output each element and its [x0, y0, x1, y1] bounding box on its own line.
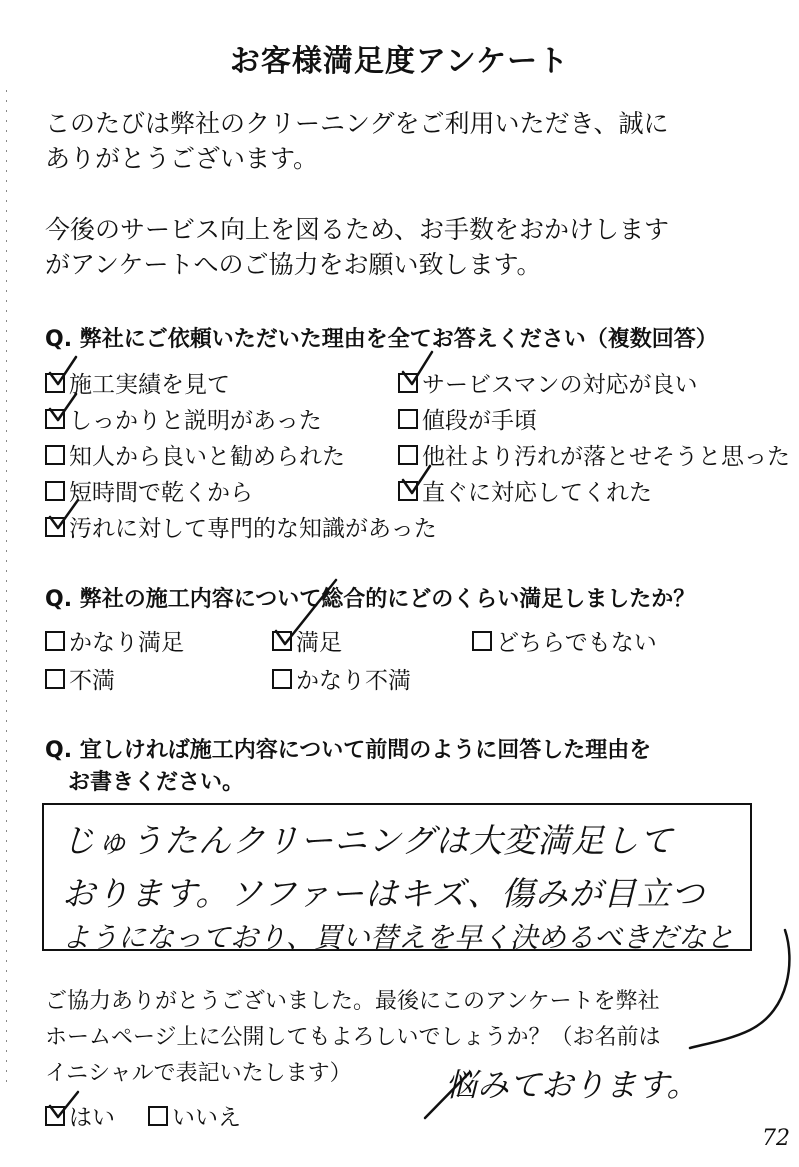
q1-option[interactable]: 他社より汚れが落とせそうと思った	[398, 438, 790, 471]
q2-option[interactable]: どちらでもない	[472, 624, 657, 657]
question-1-label: Q. 弊社にご依頼いただいた理由を全てお答えください（複数回答）	[45, 327, 718, 352]
arrow-stroke	[690, 930, 789, 1048]
closing-line-1: ご協力ありがとうございました。最後にこのアンケートを弊社	[45, 989, 660, 1014]
intro-line-4: がアンケートへのご協力をお願い致します。	[45, 250, 542, 279]
q1-option[interactable]: 短時間で乾くから	[45, 474, 253, 507]
checkmark-icon	[50, 394, 76, 420]
checkmark-icon	[276, 580, 336, 644]
slash-stroke	[425, 1072, 470, 1118]
intro-line-2: ありがとうございます。	[45, 144, 319, 173]
q1-option[interactable]: 汚れに対して専門的な知識があった	[45, 510, 437, 543]
page-number: 72	[762, 1126, 790, 1151]
publish-no-option[interactable]: いいえ	[148, 1099, 241, 1132]
intro-line-3: 今後のサービス向上を図るため、お手数をおかけします	[45, 215, 670, 244]
closing-line-3: イニシャルで表記いたします）	[45, 1061, 352, 1086]
handwritten-answer-line-3: ようになっており、買い替えを早く決めるべきだなと	[62, 921, 735, 954]
handwritten-answer-line-2: おります。ソファーはキズ、傷みが目立つ	[62, 874, 706, 913]
handwritten-answer-line-1: じゅうたんクリーニングは大変満足して	[62, 821, 674, 860]
question-3-label: Q. 宜しければ施工内容について前問のように回答した理由を	[45, 738, 652, 763]
q1-option[interactable]: 値段が手頃	[398, 402, 537, 435]
handwritten-note: 悩みております。	[445, 1066, 699, 1104]
q2-option[interactable]: かなり不満	[272, 662, 411, 695]
q1-option[interactable]: 知人から良いと勧められた	[45, 438, 345, 471]
q2-option[interactable]: 不満	[45, 662, 115, 695]
checkmark-icon	[403, 466, 430, 493]
page-title: お客様満足度アンケート	[229, 44, 570, 79]
checkmark-icon	[50, 357, 76, 384]
q1-option[interactable]: しっかりと説明があった	[45, 402, 322, 435]
checkmark-icon	[50, 500, 78, 528]
publish-yes-option[interactable]: はい	[45, 1099, 115, 1132]
question-2-label: Q. 弊社の施工内容について総合的にどのくらい満足しましたか？	[45, 587, 696, 612]
q1-option[interactable]: 施工実績を見て	[45, 366, 230, 399]
intro-line-1: このたびは弊社のクリーニングをご利用いただき、誠に	[45, 109, 669, 138]
q2-option[interactable]: 満足	[272, 624, 342, 657]
checkmark-icon	[50, 1092, 78, 1117]
q2-option[interactable]: かなり満足	[45, 624, 184, 657]
closing-line-2: ホームページ上に公開してもよろしいでしょうか？（お名前は	[45, 1025, 661, 1050]
checkmark-icon	[403, 352, 432, 384]
q1-option[interactable]: サービスマンの対応が良い	[398, 366, 698, 399]
question-3-label-cont: お書きください。	[68, 770, 245, 795]
q1-option[interactable]: 直ぐに対応してくれた	[398, 474, 652, 507]
